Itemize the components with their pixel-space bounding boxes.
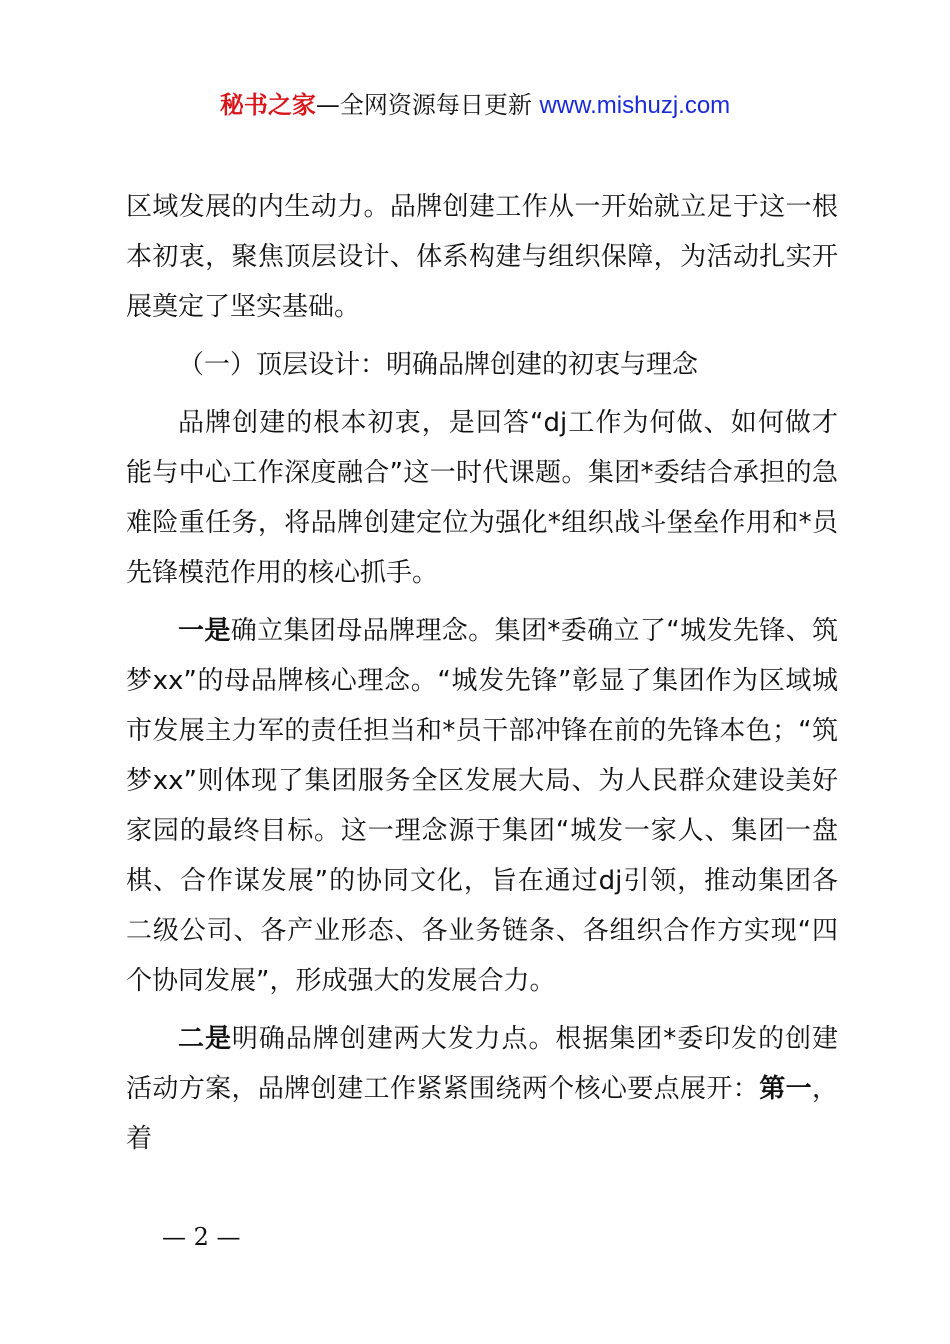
intro-paragraph: 区域发展的内生动力。品牌创建工作从一开始就立足于这一根本初衷，聚焦顶层设计、体系构建与组织保障，为活动扎实开展奠定了坚实基础。 <box>126 192 838 322</box>
point-two-paragraph <box>126 1014 838 1164</box>
point-one-lead: 一是 <box>178 616 231 646</box>
point-one-body: 确立集团母品牌理念。集团*委确立了“城发先锋、筑梦xx”的母品牌核心理念。“城发先锋”彰显了集团作为区域城市发展主力军的责任担当和*员干部冲锋在前的先锋本色；“筑梦xx”则体现了集团服务全区发展大局、为人民群众建设美好家园的最终目标。这一理念源于集团“城发一家人、集团一盘棋、合作谋发展”的协同文化，旨在通过dj引领，推动集团各二级公司、各产业形态、各业务链条、各组织合作方实现“四个协同发展”，形成强大的发展合力。 <box>126 616 838 996</box>
page-number: — 2 — <box>162 1223 241 1251</box>
point-one-paragraph <box>126 606 838 1006</box>
point-two-first-label: 第一 <box>759 1074 812 1104</box>
point-two-lead: 二是 <box>178 1024 232 1054</box>
point-two-body: 明确品牌创建两大发力点。根据集团*委印发的创建活动方案，品牌创建工作紧紧围绕两个核心要点展开： <box>126 1024 838 1104</box>
brand-name: 秘书之家 <box>219 91 316 119</box>
purpose-paragraph: 品牌创建的根本初衷，是回答“dj工作为何做、如何做才能与中心工作深度融合”这一时代课题。集团*委结合承担的急难险重任务，将品牌创建定位为强化*组织战斗堡垒作用和*员先锋模范作用的核心抓手。 <box>126 408 838 588</box>
document-body <box>126 182 838 1164</box>
section-heading: （一）顶层设计：明确品牌创建的初衷与理念 <box>178 350 699 380</box>
header-url[interactable]: www.mishuzj.com <box>539 92 731 119</box>
header-slogan: —全网资源每日更新 <box>315 91 540 119</box>
point-two-tail: ，着 <box>126 1074 838 1154</box>
site-header <box>0 88 950 123</box>
